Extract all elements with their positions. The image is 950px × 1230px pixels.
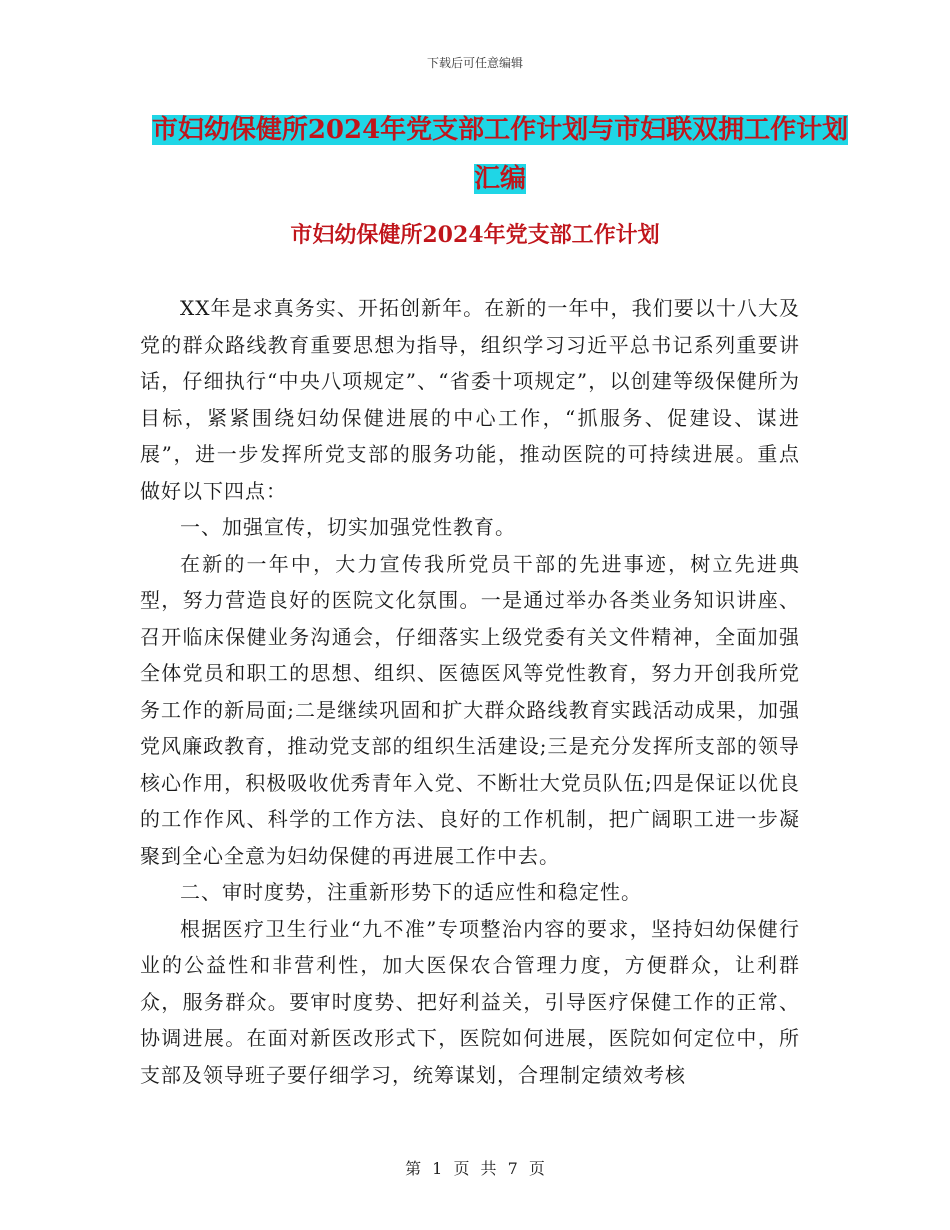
paragraph: 二、审时度势，注重新形势下的适应性和稳定性。 [180,880,642,904]
body-text [140,290,800,1093]
paragraph: 在新的一年中，大力宣传我所党员干部的先进事迹，树立先进典型，努力营造良好的医院文化氛围。一是通过举办各类业务知识讲座、召开临床保健业务沟通会，仔细落实上级党委有关文件精神，全面加强全体党员和职工的思想、组织、医德医风等党性教育，努力开创我所党务工作的新局面;二是继续巩固和扩大群众路线教育实践活动成果，加强党风廉政教育，推动党支部的组织生活建设;三是充分发挥所支部的领导核心作用，积极吸收优秀青年入党、不断壮大党员队伍;四是保证以优良的工作作风、科学的工作方法、良好的工作机制，把广阔职工进一步凝聚到全心全意为妇幼保健的再进展工作中去。 [140,551,800,868]
section-title: 市妇幼保健所2024年党支部工作计划 [290,222,660,248]
paragraph: 根据医疗卫生行业“九不准”专项整治内容的要求，坚持妇幼保健行业的公益性和非营利性，加大医保农合管理力度，方便群众，让利群众，服务群众。要审时度势、把好利益关，引导医疗保健工作的正常、协调进展。在面对新医改形式下，医院如何进展，医院如何定位中，所支部及领导班子要仔细学习，统筹谋划，合理制定绩效考核 [140,916,800,1087]
document-title [140,106,860,204]
document-title-text: 市妇幼保健所2024年党支部工作计划与市妇联双拥工作计划汇编 [151,115,849,194]
page-footer: 第 1 页 共 7 页 [405,1159,545,1178]
paragraph: XX年是求真务实、开拓创新年。在新的一年中，我们要以十八大及党的群众路线教育重要思想为指导，组织学习习近平总书记系列重要讲话，仔细执行“中央八项规定”、“省委十项规定”，以创建等级保健所为目标，紧紧围绕妇幼保健进展的中心工作，“抓服务、促建设、谋进展”，进一步发挥所党支部的服务功能，推动医院的可持续进展。重点做好以下四点： [140,296,800,503]
paragraph: 一、加强宣传，切实加强党性教育。 [180,515,516,539]
header-note: 下载后可任意编辑 [426,56,523,70]
